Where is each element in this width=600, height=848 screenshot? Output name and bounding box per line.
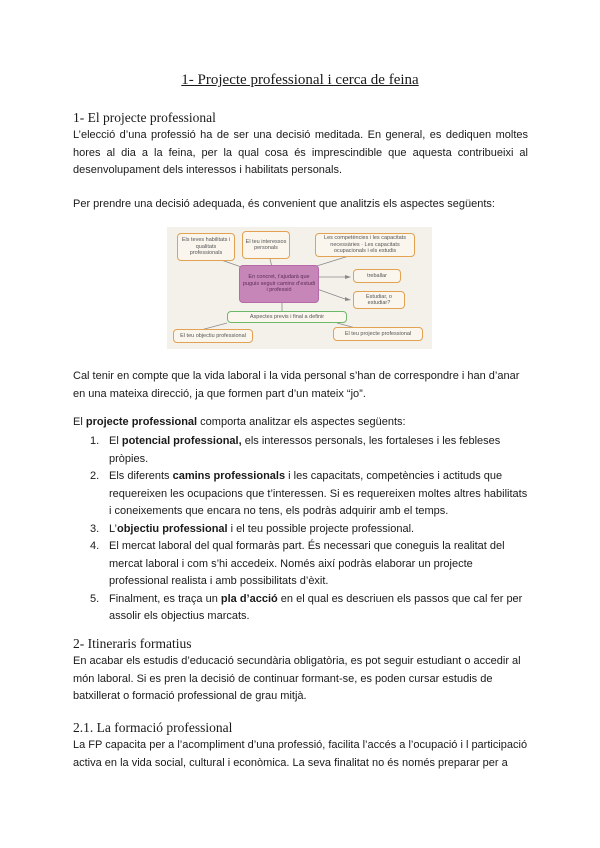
list-text: i les capacitats, competències i actituds que requereixen les ocupacions que t’interessen. Si es requereixen moltes altres habilitats i coneixements que encara no tens, els podràs adquirir amb el temps. bbox=[109, 470, 528, 517]
analitzar-bold: projecte professional bbox=[85, 416, 198, 428]
diagram-box-knowledge: Les competències i les capacitats necessàries · Les capacitats ocupacionals i els estudis bbox=[315, 233, 415, 257]
project-diagram bbox=[167, 227, 432, 349]
section-heading-itineraris: 2- Itineraris formatius bbox=[73, 636, 192, 651]
list-text: els interessos personals, les fortaleses i les febleses pròpies. bbox=[109, 435, 501, 465]
analitzar-post: comporta analitzar els aspectes següents: bbox=[197, 416, 406, 428]
paragraph-decisio: Per prendre una decisió adequada, és convenient que analitzis els aspectes següents: bbox=[73, 198, 495, 210]
paragraph-itineraris: En acabar els estudis d’educació secundària obligatòria, es pot seguir estudiant o accedir al món laboral. Si es pren la decisió de continuar formant-se, es poden cursar estudis de batxillerat o formació professional de grau mitjà. bbox=[73, 655, 521, 702]
list-text: El bbox=[109, 435, 122, 447]
section-heading-fp: 2.1. La formació professional bbox=[73, 720, 233, 735]
list-text: en el qual es descriuen els passos que cal fer per assolir els objectius marcats. bbox=[109, 592, 523, 622]
list-text: El mercat laboral del qual formaràs part. És necessari que coneguis la realitat del mercat laboral i com s’hi accedeix. Només així podràs elaborar un projecte professional realista i amb possibilitats d’èxit. bbox=[109, 540, 505, 587]
list-text: Els diferents bbox=[109, 470, 173, 482]
list-number: 4. bbox=[90, 540, 100, 552]
analitzar-pre: El bbox=[73, 416, 86, 428]
list-text: L’ bbox=[109, 522, 117, 535]
page-title: 1- Projecte professional i cerca de feina bbox=[181, 72, 419, 88]
list-number: 1. bbox=[90, 435, 100, 447]
paragraph-fp: La FP capacita per a l’acompliment d’una professió, facilita l’accés a l’ocupació i l participació activa en la vida social, cultural i econòmica. La seva finalitat no és només preparar per a bbox=[73, 739, 528, 769]
list-bold: pla d’acció bbox=[220, 592, 278, 605]
section-heading-projecte: 1- El projecte professional bbox=[73, 110, 216, 125]
diagram-box-goals: Aspectes previs i final a definir bbox=[227, 311, 347, 323]
list-item bbox=[73, 433, 528, 468]
list-bold: potencial professional, bbox=[121, 435, 242, 447]
diagram-box-project: El teu projecte professional bbox=[333, 327, 423, 341]
list-bold: objectiu professional bbox=[116, 522, 228, 535]
list-number: 5. bbox=[90, 592, 100, 605]
list-number: 3. bbox=[90, 522, 100, 535]
list-text: Finalment, es traça un bbox=[109, 592, 221, 605]
diagram-box-study: Estudiar, o estudiar? bbox=[353, 291, 405, 309]
aspects-list bbox=[73, 433, 528, 626]
diagram-box-skills: Els teves habilitats i qualitats professionals bbox=[177, 233, 235, 261]
paragraph-vida-laboral: Cal tenir en compte que la vida laboral i la vida personal s’han de correspondre i han d’anar en una mateixa direcció, ja que formen part d’un mateix “jo”. bbox=[73, 370, 520, 400]
list-text: i el teu possible projecte professional. bbox=[227, 522, 415, 535]
paragraph-analitzar bbox=[73, 414, 528, 432]
paragraph-eleccio: L’elecció d’una professió ha de ser una decisió meditada. En general, es dediquen moltes hores al dia a la feina, per la qual cosa és imprescindible que aquesta contribueixi al desenvolupament dels interessos i habilitats personals. bbox=[73, 129, 528, 176]
diagram-box-interests: El teu interessos personals bbox=[242, 231, 290, 259]
list-number: 2. bbox=[90, 470, 100, 482]
list-bold: camins professionals bbox=[172, 470, 286, 482]
diagram-box-center: En concret, t’ajudarà que puguis seguir camins d’estudi i professió bbox=[239, 265, 319, 303]
list-item bbox=[73, 521, 528, 539]
list-item bbox=[73, 538, 528, 591]
diagram-box-objective: El teu objectiu professional bbox=[173, 329, 253, 343]
list-item bbox=[73, 468, 528, 521]
list-item bbox=[73, 591, 528, 626]
diagram-box-work: treballar bbox=[353, 269, 401, 283]
